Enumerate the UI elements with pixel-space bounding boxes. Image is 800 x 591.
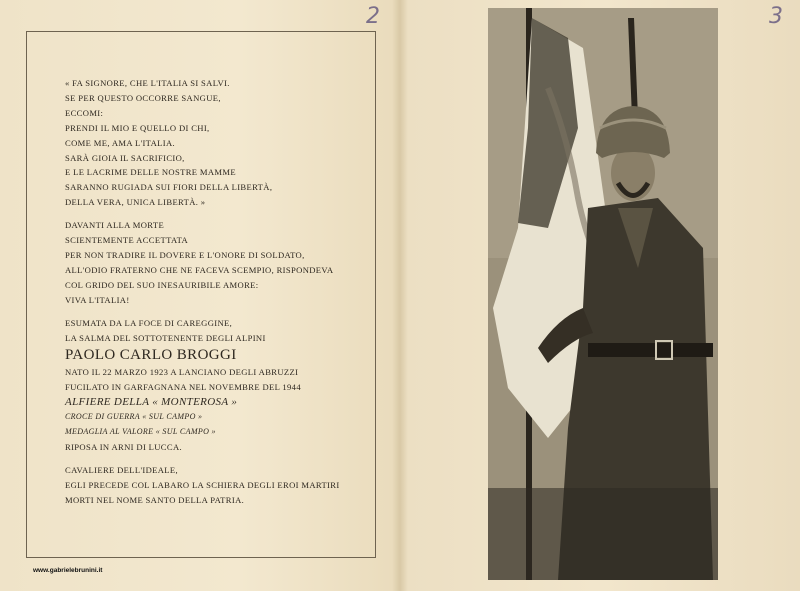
stanza-biography (65, 316, 365, 455)
text-line: EGLI PRECEDE COL LABARO LA SCHIERA DEGLI EROI MARTIRI (65, 479, 340, 490)
text-line: NATO IL 22 MARZO 1923 A LANCIANO DEGLI ABRUZZI (65, 367, 299, 378)
text-line: SE PER QUESTO OCCORRE SANGUE, (65, 92, 221, 103)
text-line: ESUMATA DA LA FOCE DI CAREGGINE, (65, 317, 233, 328)
text-line: COL GRIDO DEL SUO INESAURIBILE AMORE: (65, 279, 259, 290)
text-line: FUCILATO IN GARFAGNANA NEL NOVEMBRE DEL 1944 (65, 382, 301, 393)
soldier-photo (488, 8, 718, 580)
website-watermark: www.gabrielebrunini.it (33, 567, 103, 574)
medaglia-al-valore: MEDAGLIA AL VALORE « SUL CAMPO » (65, 427, 216, 437)
soldier-with-flag-illustration (488, 8, 718, 580)
text-line: ALL'ODIO FRATERNO CHE NE FACEVA SCEMPIO, RISPONDEVA (65, 264, 334, 275)
page-number-left: 2 (366, 4, 380, 29)
text-line: DELLA VERA, UNICA LIBERTÀ. » (65, 197, 206, 208)
person-name: PAOLO CARLO BROGGI (65, 347, 237, 364)
text-line: DAVANTI ALLA MORTE (65, 220, 165, 231)
text-line: COME ME, AMA L'ITALIA. (65, 137, 176, 148)
memorial-text (65, 76, 365, 516)
alfiere-title: ALFIERE DELLA « MONTEROSA » (65, 396, 238, 409)
text-line: SARANNO RUGIADA SUI FIORI DELLA LIBERTÀ, (65, 182, 273, 193)
text-line: PRENDI IL MIO E QUELLO DI CHI, (65, 122, 210, 133)
page-number-right: 3 (769, 4, 783, 29)
text-line: CAVALIERE DELL'IDEALE, (65, 464, 178, 475)
text-line: ECCOMI: (65, 107, 104, 118)
stanza-prayer (65, 76, 365, 210)
text-line: SARÀ GIOIA IL SACRIFICIO, (65, 152, 185, 163)
stanza-death (65, 218, 365, 307)
croce-di-guerra: CROCE DI GUERRA « SUL CAMPO » (65, 412, 203, 422)
text-line: PER NON TRADIRE IL DOVERE E L'ONORE DI SOLDATO, (65, 249, 305, 260)
text-line: « FA SIGNORE, CHE L'ITALIA SI SALVI. (65, 78, 230, 88)
text-line: MORTI NEL NOME SANTO DELLA PATRIA. (65, 494, 245, 505)
stanza-closing (65, 463, 365, 508)
text-line: RIPOSA IN ARNI DI LUCCA. (65, 441, 183, 452)
text-line: E LE LACRIME DELLE NOSTRE MAMME (65, 167, 237, 178)
text-line: LA SALMA DEL SOTTOTENENTE DEGLI ALPINI (65, 332, 266, 343)
text-line: SCIENTEMENTE ACCETTATA (65, 235, 189, 246)
text-line: VIVA L'ITALIA! (65, 294, 130, 305)
